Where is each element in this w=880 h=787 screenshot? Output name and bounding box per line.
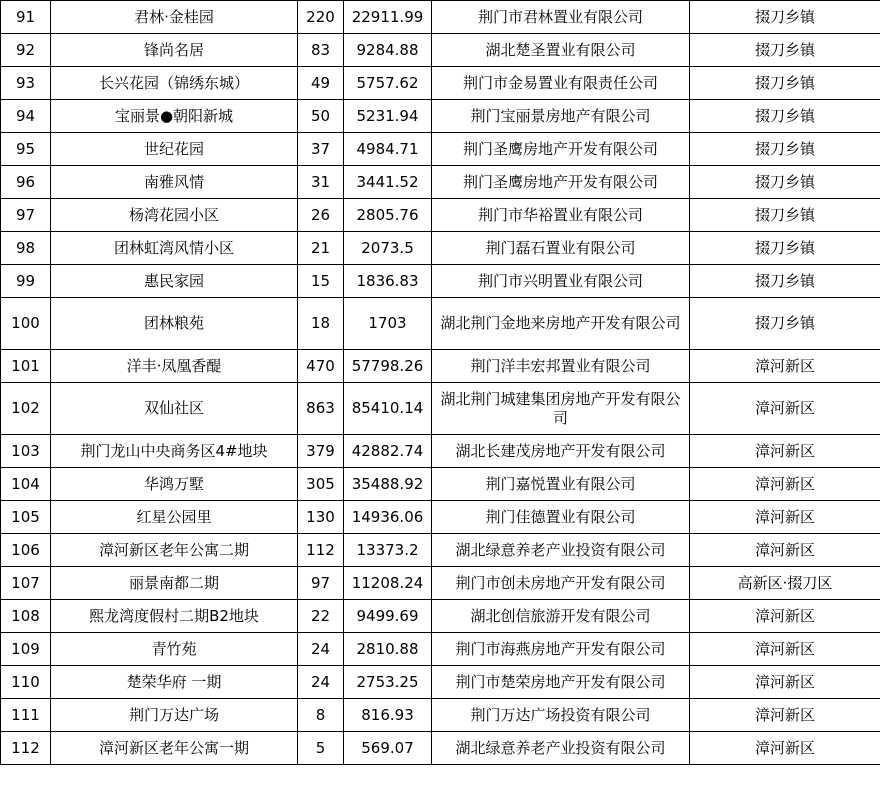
cell-region: 漳河新区	[690, 699, 880, 732]
cell-area: 816.93	[344, 699, 432, 732]
cell-name: 荆门万达广场	[51, 699, 298, 732]
cell-area: 1703	[344, 298, 432, 350]
cell-name: 杨湾花园小区	[51, 199, 298, 232]
cell-units: 49	[298, 67, 344, 100]
cell-units: 24	[298, 666, 344, 699]
table-row	[1, 468, 880, 501]
cell-developer: 荆门磊石置业有限公司	[432, 232, 690, 265]
cell-name: 漳河新区老年公寓一期	[51, 732, 298, 765]
cell-name: 南雅风情	[51, 166, 298, 199]
cell-name: 长兴花园（锦绣东城）	[51, 67, 298, 100]
cell-region: 掇刀乡镇	[690, 199, 880, 232]
table-row	[1, 534, 880, 567]
cell-area: 5231.94	[344, 100, 432, 133]
cell-region: 掇刀乡镇	[690, 1, 880, 34]
table-row	[1, 732, 880, 765]
cell-developer: 荆门圣鹰房地产开发有限公司	[432, 133, 690, 166]
cell-area: 5757.62	[344, 67, 432, 100]
table-body	[1, 1, 880, 765]
cell-units: 21	[298, 232, 344, 265]
cell-area: 22911.99	[344, 1, 432, 34]
cell-units: 863	[298, 383, 344, 435]
cell-area: 35488.92	[344, 468, 432, 501]
table-row	[1, 298, 880, 350]
cell-no: 112	[1, 732, 51, 765]
cell-region: 掇刀乡镇	[690, 232, 880, 265]
cell-developer: 荆门市华裕置业有限公司	[432, 199, 690, 232]
cell-region: 漳河新区	[690, 600, 880, 633]
cell-units: 24	[298, 633, 344, 666]
cell-region: 掇刀乡镇	[690, 166, 880, 199]
cell-region: 漳河新区	[690, 666, 880, 699]
cell-region: 漳河新区	[690, 501, 880, 534]
cell-region: 漳河新区	[690, 383, 880, 435]
cell-area: 1836.83	[344, 265, 432, 298]
table-row	[1, 67, 880, 100]
cell-developer: 荆门洋丰宏邦置业有限公司	[432, 350, 690, 383]
cell-developer: 荆门万达广场投资有限公司	[432, 699, 690, 732]
cell-region: 漳河新区	[690, 534, 880, 567]
cell-no: 108	[1, 600, 51, 633]
cell-developer: 荆门嘉悦置业有限公司	[432, 468, 690, 501]
cell-name: 团林虹湾风情小区	[51, 232, 298, 265]
cell-area: 57798.26	[344, 350, 432, 383]
table-row	[1, 600, 880, 633]
cell-no: 97	[1, 199, 51, 232]
cell-area: 2810.88	[344, 633, 432, 666]
cell-area: 14936.06	[344, 501, 432, 534]
cell-name: 宝丽景●朝阳新城	[51, 100, 298, 133]
cell-no: 106	[1, 534, 51, 567]
table-row	[1, 501, 880, 534]
table-row	[1, 199, 880, 232]
table-row	[1, 265, 880, 298]
cell-developer: 湖北荆门金地来房地产开发有限公司	[432, 298, 690, 350]
cell-region: 掇刀乡镇	[690, 133, 880, 166]
cell-no: 111	[1, 699, 51, 732]
cell-no: 98	[1, 232, 51, 265]
cell-area: 9284.88	[344, 34, 432, 67]
cell-name: 洋丰·凤凰香醍	[51, 350, 298, 383]
cell-name: 红星公园里	[51, 501, 298, 534]
cell-name: 团林粮苑	[51, 298, 298, 350]
cell-developer: 荆门市金易置业有限责任公司	[432, 67, 690, 100]
cell-developer: 湖北荆门城建集团房地产开发有限公司	[432, 383, 690, 435]
cell-no: 107	[1, 567, 51, 600]
cell-region: 漳河新区	[690, 435, 880, 468]
table-row	[1, 567, 880, 600]
cell-no: 102	[1, 383, 51, 435]
cell-name: 华鸿万墅	[51, 468, 298, 501]
cell-no: 95	[1, 133, 51, 166]
cell-developer: 荆门宝丽景房地产有限公司	[432, 100, 690, 133]
cell-units: 83	[298, 34, 344, 67]
cell-no: 101	[1, 350, 51, 383]
table-row	[1, 666, 880, 699]
cell-units: 26	[298, 199, 344, 232]
cell-developer: 湖北绿意养老产业投资有限公司	[432, 534, 690, 567]
cell-region: 漳河新区	[690, 633, 880, 666]
table-row	[1, 435, 880, 468]
table-row	[1, 699, 880, 732]
cell-units: 15	[298, 265, 344, 298]
cell-developer: 荆门市兴明置业有限公司	[432, 265, 690, 298]
cell-area: 9499.69	[344, 600, 432, 633]
table-row	[1, 34, 880, 67]
table-row	[1, 1, 880, 34]
cell-no: 94	[1, 100, 51, 133]
cell-developer: 荆门佳德置业有限公司	[432, 501, 690, 534]
cell-name: 君林·金桂园	[51, 1, 298, 34]
cell-developer: 荆门市海燕房地产开发有限公司	[432, 633, 690, 666]
cell-developer: 荆门市创未房地产开发有限公司	[432, 567, 690, 600]
cell-units: 50	[298, 100, 344, 133]
cell-area: 85410.14	[344, 383, 432, 435]
cell-name: 荆门龙山中央商务区4#地块	[51, 435, 298, 468]
cell-region: 漳河新区	[690, 350, 880, 383]
cell-no: 110	[1, 666, 51, 699]
table-row	[1, 133, 880, 166]
cell-region: 高新区·掇刀区	[690, 567, 880, 600]
cell-name: 惠民家园	[51, 265, 298, 298]
cell-no: 100	[1, 298, 51, 350]
cell-no: 93	[1, 67, 51, 100]
cell-no: 104	[1, 468, 51, 501]
cell-developer: 湖北创信旅游开发有限公司	[432, 600, 690, 633]
cell-units: 97	[298, 567, 344, 600]
cell-area: 13373.2	[344, 534, 432, 567]
cell-area: 2753.25	[344, 666, 432, 699]
table-row	[1, 383, 880, 435]
cell-no: 109	[1, 633, 51, 666]
cell-units: 22	[298, 600, 344, 633]
cell-region: 掇刀乡镇	[690, 265, 880, 298]
cell-area: 3441.52	[344, 166, 432, 199]
cell-developer: 荆门市君林置业有限公司	[432, 1, 690, 34]
cell-developer: 湖北绿意养老产业投资有限公司	[432, 732, 690, 765]
cell-no: 105	[1, 501, 51, 534]
cell-units: 220	[298, 1, 344, 34]
table-row	[1, 100, 880, 133]
cell-area: 42882.74	[344, 435, 432, 468]
cell-units: 37	[298, 133, 344, 166]
cell-units: 31	[298, 166, 344, 199]
cell-no: 96	[1, 166, 51, 199]
cell-area: 4984.71	[344, 133, 432, 166]
cell-area: 11208.24	[344, 567, 432, 600]
cell-region: 掇刀乡镇	[690, 298, 880, 350]
cell-name: 丽景南都二期	[51, 567, 298, 600]
cell-units: 470	[298, 350, 344, 383]
cell-no: 91	[1, 1, 51, 34]
cell-name: 世纪花园	[51, 133, 298, 166]
cell-no: 92	[1, 34, 51, 67]
cell-name: 青竹苑	[51, 633, 298, 666]
cell-name: 锋尚名居	[51, 34, 298, 67]
cell-name: 漳河新区老年公寓二期	[51, 534, 298, 567]
cell-region: 掇刀乡镇	[690, 67, 880, 100]
cell-units: 18	[298, 298, 344, 350]
table-row	[1, 350, 880, 383]
cell-developer: 湖北楚圣置业有限公司	[432, 34, 690, 67]
table-row	[1, 232, 880, 265]
cell-region: 掇刀乡镇	[690, 34, 880, 67]
cell-developer: 荆门圣鹰房地产开发有限公司	[432, 166, 690, 199]
cell-region: 漳河新区	[690, 468, 880, 501]
cell-name: 楚荣华府 一期	[51, 666, 298, 699]
cell-developer: 荆门市楚荣房地产开发有限公司	[432, 666, 690, 699]
cell-no: 103	[1, 435, 51, 468]
cell-name: 双仙社区	[51, 383, 298, 435]
cell-units: 5	[298, 732, 344, 765]
cell-developer: 湖北长建茂房地产开发有限公司	[432, 435, 690, 468]
cell-region: 掇刀乡镇	[690, 100, 880, 133]
cell-name: 熙龙湾度假村二期B2地块	[51, 600, 298, 633]
cell-region: 漳河新区	[690, 732, 880, 765]
cell-units: 305	[298, 468, 344, 501]
table-row	[1, 166, 880, 199]
cell-units: 130	[298, 501, 344, 534]
cell-area: 2073.5	[344, 232, 432, 265]
cell-no: 99	[1, 265, 51, 298]
cell-area: 2805.76	[344, 199, 432, 232]
table-row	[1, 633, 880, 666]
cell-units: 379	[298, 435, 344, 468]
cell-units: 8	[298, 699, 344, 732]
cell-area: 569.07	[344, 732, 432, 765]
cell-units: 112	[298, 534, 344, 567]
